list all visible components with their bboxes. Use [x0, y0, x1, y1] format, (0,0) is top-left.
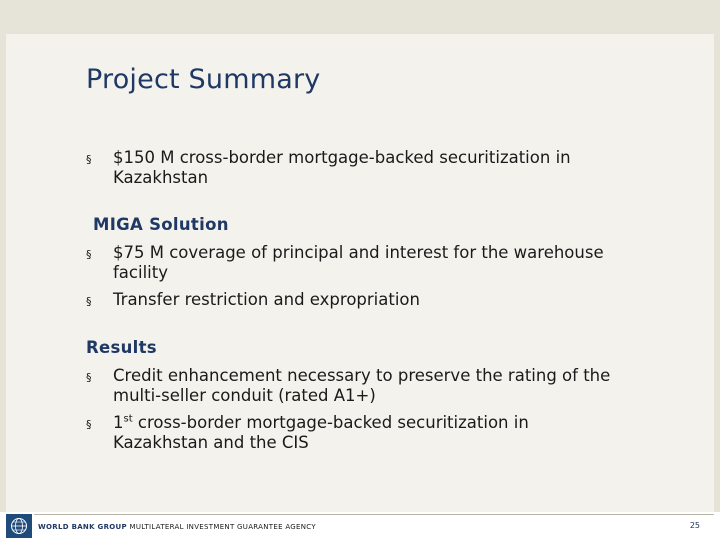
slide-title: Project Summary — [86, 64, 321, 95]
results-heading: Results — [86, 338, 157, 357]
ordinal-suffix: st — [123, 413, 133, 425]
bullet-marker: § — [86, 295, 92, 308]
world-bank-logo-icon — [6, 514, 32, 538]
solution-heading: MIGA Solution — [93, 215, 229, 234]
bullet-marker: § — [86, 371, 92, 384]
ordinal-number: 1 — [113, 413, 124, 432]
bullet-marker: § — [86, 418, 92, 431]
footer-agency-text — [38, 523, 316, 531]
summary-text: $150 M cross-border mortgage-backed securitization in Kazakhstan — [113, 148, 571, 187]
results-text-2 — [113, 413, 606, 453]
results-text-2-rest: cross-border mortgage-backed securitization in Kazakhstan and the CIS — [113, 413, 529, 452]
bullet-marker: § — [86, 153, 92, 166]
page-number: 25 — [689, 521, 700, 530]
solution-text-2: Transfer restriction and expropriation — [113, 290, 420, 309]
footer-org: WORLD BANK GROUP — [38, 523, 127, 531]
results-bullet-2 — [86, 413, 606, 453]
solution-bullet-2 — [86, 290, 646, 310]
solution-text-1: $75 M coverage of principal and interest for the warehouse facility — [113, 243, 604, 282]
footer-agency: MULTILATERAL INVESTMENT GUARANTEE AGENCY — [129, 523, 316, 531]
solution-bullet-1 — [86, 243, 646, 283]
results-text-1: Credit enhancement necessary to preserve the rating of the multi-seller conduit (rated A1+) — [113, 366, 611, 405]
bullet-marker: § — [86, 248, 92, 261]
footer-divider — [34, 514, 714, 515]
summary-bullet — [86, 148, 646, 188]
results-bullet-1 — [86, 366, 631, 406]
